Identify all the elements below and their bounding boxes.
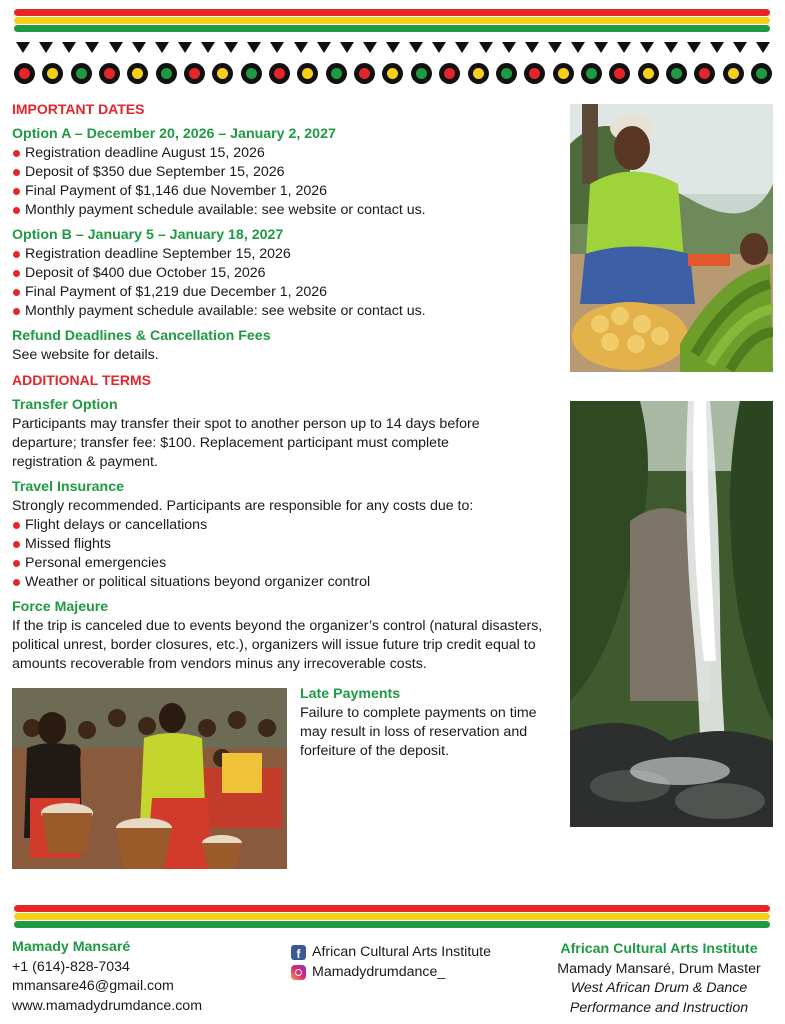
triangle-shape: [640, 42, 654, 53]
dot-shape: [694, 63, 715, 84]
dot-shape: [638, 63, 659, 84]
dot-shape: [468, 63, 489, 84]
facebook-icon: f: [291, 945, 306, 960]
dot-shape: [241, 63, 262, 84]
list-item: Final Payment of $1,146 due November 1, 2026: [12, 182, 567, 201]
list-item: Flight delays or cancellations: [12, 516, 567, 535]
triangle-shape: [247, 42, 261, 53]
triangle-shape: [502, 42, 516, 53]
dot-shape: [297, 63, 318, 84]
triangle-shape: [525, 42, 539, 53]
list-item: Monthly payment schedule available: see website or contact us.: [12, 302, 567, 321]
triangle-shape: [224, 42, 238, 53]
triangle-shape: [155, 42, 169, 53]
triangle-shape: [548, 42, 562, 53]
triangle-shape: [756, 42, 770, 53]
triangle-shape: [317, 42, 331, 53]
dot-shape: [99, 63, 120, 84]
list-item: Final Payment of $1,219 due December 1, 2026: [12, 283, 567, 302]
dot-shape: [524, 63, 545, 84]
triangle-shape: [340, 42, 354, 53]
dot-shape: [496, 63, 517, 84]
triangle-shape: [432, 42, 446, 53]
dot-shape: [156, 63, 177, 84]
triangle-shape: [270, 42, 284, 53]
dot-shape: [723, 63, 744, 84]
triangle-shape: [594, 42, 608, 53]
dot-shape: [751, 63, 772, 84]
triangle-shape: [409, 42, 423, 53]
org-block: [549, 940, 769, 1018]
insurance-title: Travel Insurance: [12, 479, 124, 495]
org-tagline: West African Drum & Dance: [570, 980, 748, 996]
list-item: Missed flights: [12, 535, 567, 554]
force-line: amounts recoverable from vendors minus any irrecoverable costs.: [12, 656, 427, 672]
dot-shape: [71, 63, 92, 84]
contact-phone: +1 (614)-828-7034: [12, 958, 130, 975]
footer-stripes: [14, 905, 770, 929]
dot-pattern: [14, 63, 772, 84]
triangle-shape: [664, 42, 678, 53]
triangle-shape: [85, 42, 99, 53]
triangle-shape: [455, 42, 469, 53]
dot-shape: [269, 63, 290, 84]
triangle-shape: [39, 42, 53, 53]
photo-market-vendor: [570, 104, 773, 372]
triangle-shape: [617, 42, 631, 53]
instagram-label: Mamadydrumdance_: [312, 964, 446, 980]
instagram-icon: [291, 965, 306, 980]
dot-shape: [14, 63, 35, 84]
instagram-link[interactable]: [291, 962, 491, 982]
contact-name: Mamady Mansaré: [12, 939, 131, 955]
triangle-shape: [571, 42, 585, 53]
facebook-link[interactable]: [291, 942, 491, 962]
triangle-shape: [479, 42, 493, 53]
org-name: African Cultural Arts Institute: [560, 941, 758, 957]
facebook-label: African Cultural Arts Institute: [312, 944, 491, 960]
photo-waterfall: [570, 401, 773, 827]
dot-shape: [411, 63, 432, 84]
triangle-shape: [386, 42, 400, 53]
contact-block: [12, 938, 202, 1016]
dot-shape: [212, 63, 233, 84]
transfer-title: Transfer Option: [12, 397, 118, 413]
photo-drummers: [12, 688, 287, 869]
insurance-intro: Strongly recommended. Participants are responsible for any costs due to:: [12, 498, 474, 514]
triangle-shape: [178, 42, 192, 53]
transfer-line: registration & payment.: [12, 454, 158, 470]
triangle-pattern: [16, 42, 770, 53]
triangle-shape: [109, 42, 123, 53]
late-line: may result in loss of reservation and: [300, 724, 528, 740]
late-line: forfeiture of the deposit.: [300, 743, 450, 759]
important-dates-heading: IMPORTANT DATES: [12, 101, 145, 117]
list-item: Deposit of $400 due October 15, 2026: [12, 264, 567, 283]
org-person: Mamady Mansaré, Drum Master: [557, 960, 761, 977]
triangle-shape: [363, 42, 377, 53]
triangle-shape: [733, 42, 747, 53]
list-item: Registration deadline September 15, 2026: [12, 245, 567, 264]
triangle-shape: [294, 42, 308, 53]
dot-shape: [666, 63, 687, 84]
main-content: [12, 100, 567, 674]
refund-title: Refund Deadlines & Cancellation Fees: [12, 328, 271, 344]
top-stripes: [14, 9, 770, 33]
late-payments-title: Late Payments: [300, 686, 401, 702]
list-item: Registration deadline August 15, 2026: [12, 144, 567, 163]
org-tagline: Performance and Instruction: [569, 999, 749, 1016]
dot-shape: [439, 63, 460, 84]
transfer-line: departure; transfer fee: $100. Replacement participant must complete: [12, 435, 449, 451]
dot-shape: [354, 63, 375, 84]
dot-shape: [127, 63, 148, 84]
additional-terms-heading: ADDITIONAL TERMS: [12, 372, 151, 388]
list-item: Personal emergencies: [12, 554, 567, 573]
contact-website[interactable]: www.mamadydrumdance.com: [12, 997, 203, 1014]
triangle-shape: [62, 42, 76, 53]
triangle-shape: [16, 42, 30, 53]
triangle-shape: [687, 42, 701, 53]
dot-shape: [581, 63, 602, 84]
list-item: Weather or political situations beyond organizer control: [12, 573, 567, 592]
dot-shape: [184, 63, 205, 84]
force-line: If the trip is canceled due to events beyond the organizer’s control (natural disasters,: [12, 618, 543, 634]
late-payments: [300, 685, 565, 761]
late-line: Failure to complete payments on time: [300, 705, 537, 721]
dot-shape: [553, 63, 574, 84]
triangle-shape: [710, 42, 724, 53]
dot-shape: [609, 63, 630, 84]
list-item: Monthly payment schedule available: see website or contact us.: [12, 201, 567, 220]
triangle-shape: [201, 42, 215, 53]
dot-shape: [326, 63, 347, 84]
triangle-shape: [132, 42, 146, 53]
force-majeure-title: Force Majeure: [12, 599, 109, 615]
transfer-line: Participants may transfer their spot to another person up to 14 days before: [12, 416, 480, 432]
list-item: Deposit of $350 due September 15, 2026: [12, 163, 567, 182]
contact-email[interactable]: mmansare46@gmail.com: [12, 978, 174, 994]
social-block: [291, 942, 491, 982]
option-b-title: Option B – January 5 – January 18, 2027: [12, 227, 284, 243]
dot-shape: [42, 63, 63, 84]
refund-text: See website for details.: [12, 347, 159, 363]
force-line: political unrest, border closures, etc.), organizers will issue future trip credit equal to: [12, 637, 536, 653]
option-a-title: Option A – December 20, 2026 – January 2, 2027: [12, 126, 336, 142]
dot-shape: [382, 63, 403, 84]
